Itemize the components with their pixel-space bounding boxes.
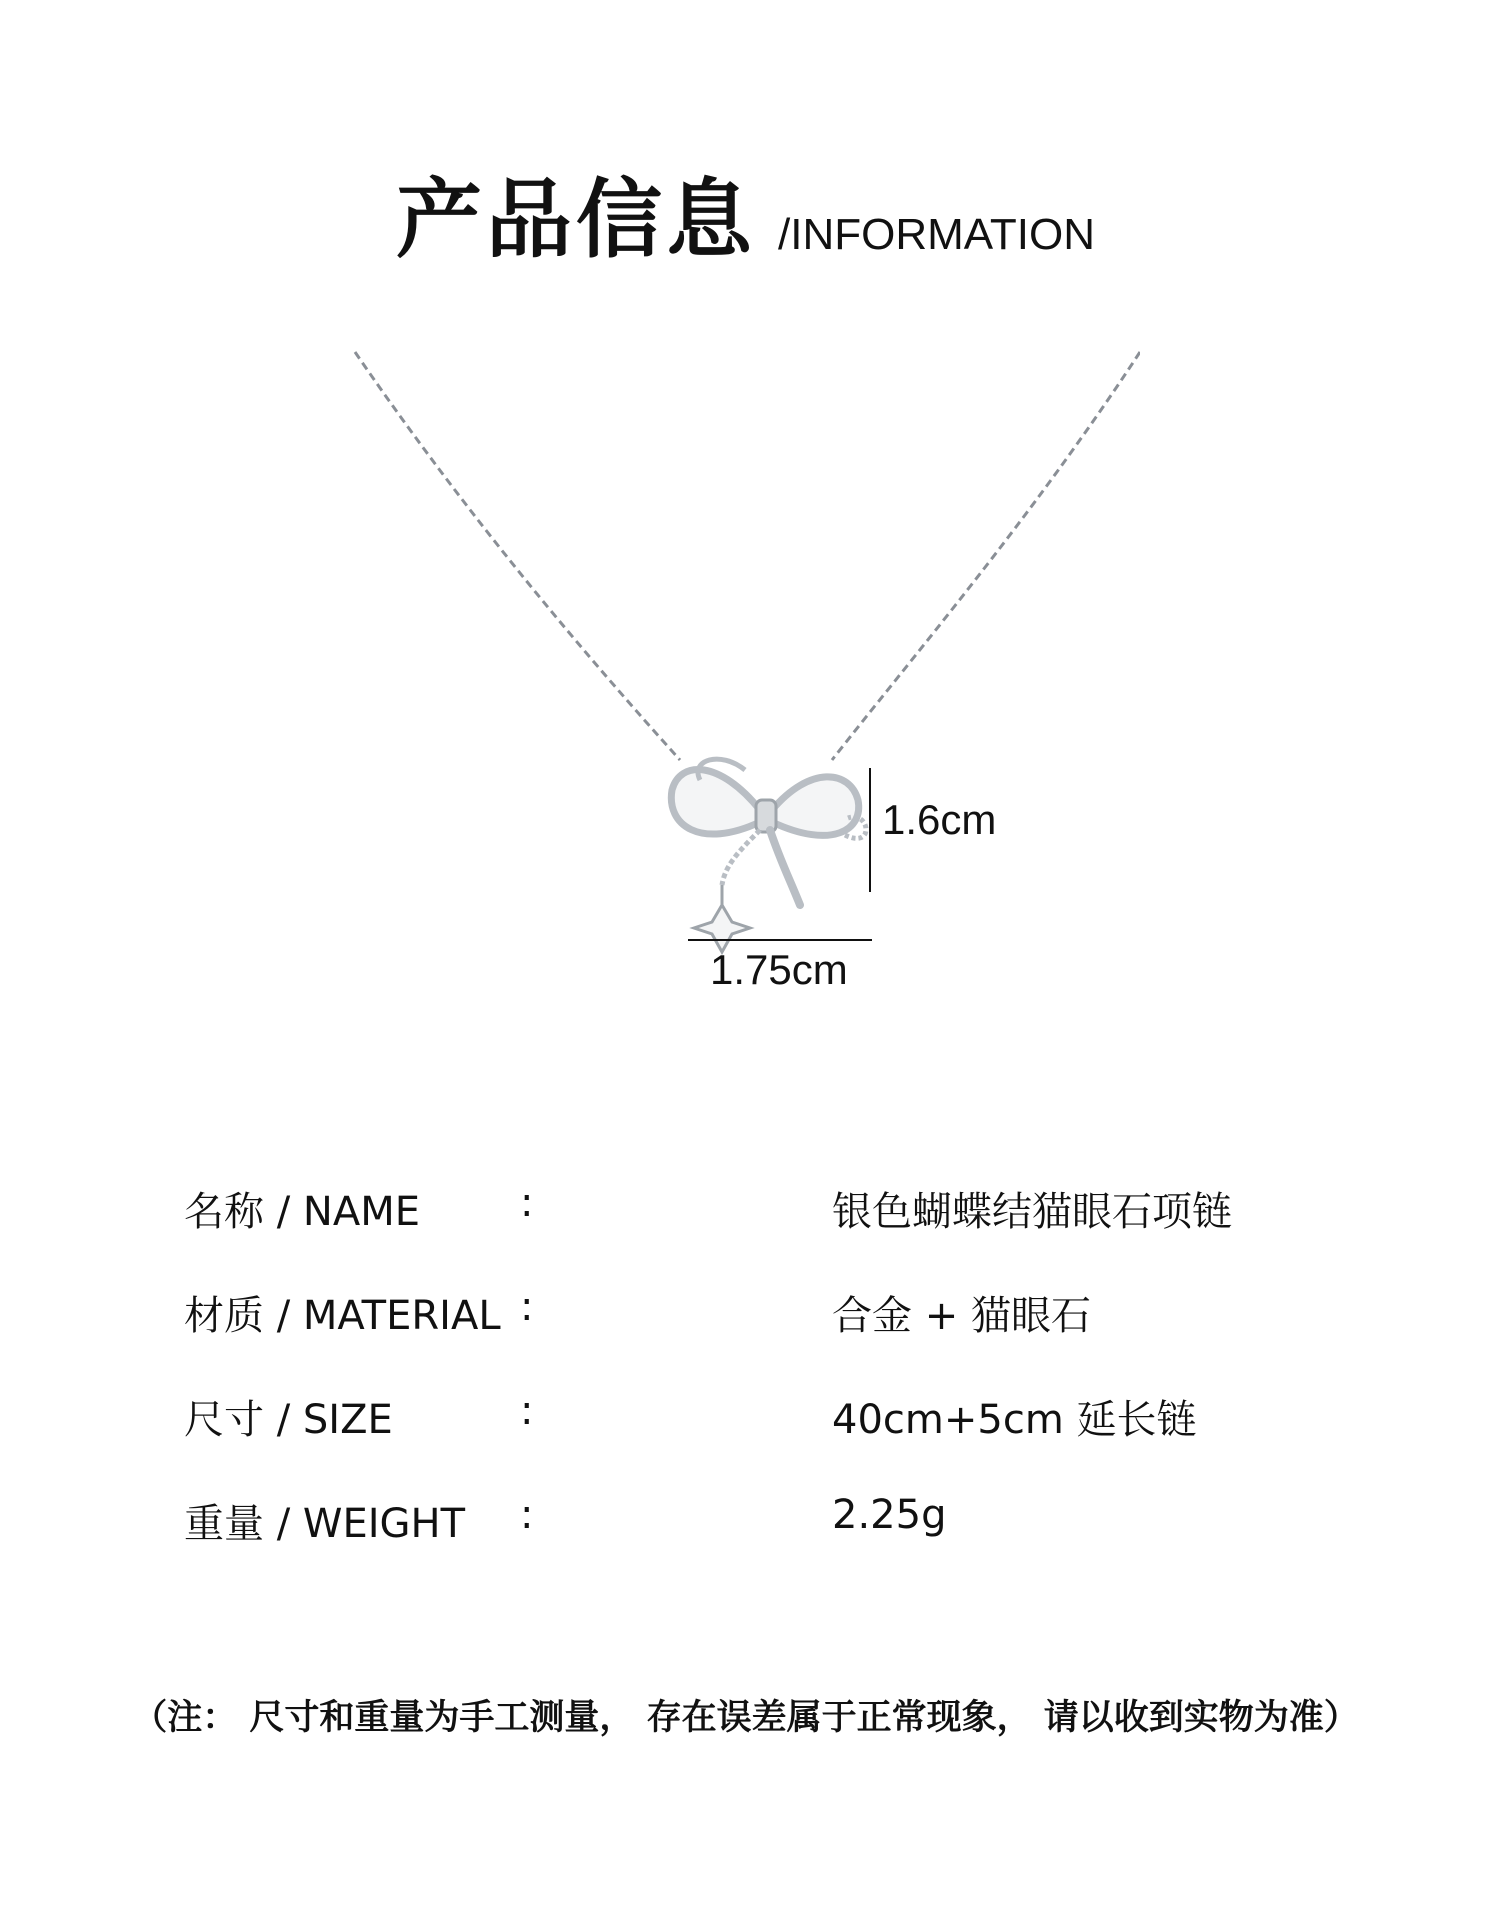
bow-left-tail — [722, 830, 760, 885]
page-title-cn: 产品信息 — [396, 170, 757, 270]
spec-value: 40cm+5cm 延长链 — [832, 1397, 1197, 1443]
spec-label: 材质 / MATERIAL — [184, 1293, 501, 1339]
spec-row-name — [184, 1180, 1384, 1284]
measurement-note: （注： 尺寸和重量为手工测量， 存在误差属于正常现象， 请以收到实物为准） — [132, 1698, 1359, 1738]
spec-colon: : — [520, 1492, 534, 1538]
spec-row-size — [184, 1388, 1384, 1492]
spec-table — [184, 1180, 1384, 1596]
page-title-en: /INFORMATION — [778, 210, 1095, 259]
spec-value: 银色蝴蝶结猫眼石项链 — [832, 1189, 1232, 1235]
bow-necklace-image — [340, 340, 1140, 1020]
spec-value: 合金 + 猫眼石 — [832, 1293, 1091, 1339]
bow-right-loop — [772, 777, 859, 836]
spec-colon: : — [520, 1180, 534, 1226]
spec-value: 2.25g — [832, 1492, 947, 1538]
spec-row-weight — [184, 1492, 1384, 1596]
spec-colon: : — [520, 1284, 534, 1330]
pendant-star-stone — [694, 905, 750, 952]
spec-colon: : — [520, 1388, 534, 1434]
bow-knot — [756, 800, 776, 832]
spec-label: 名称 / NAME — [184, 1189, 420, 1235]
spec-label: 尺寸 / SIZE — [184, 1397, 393, 1443]
necklace-chain-left — [355, 352, 680, 760]
width-dimension-label: 1.75cm — [710, 946, 848, 993]
page-title — [0, 150, 1491, 274]
height-dimension-label: 1.6cm — [882, 796, 997, 843]
necklace-chain-right — [832, 352, 1140, 760]
spec-row-material — [184, 1284, 1384, 1388]
bow-right-tail — [770, 830, 800, 905]
spec-label: 重量 / WEIGHT — [184, 1501, 466, 1547]
bow-left-loop — [671, 770, 760, 835]
